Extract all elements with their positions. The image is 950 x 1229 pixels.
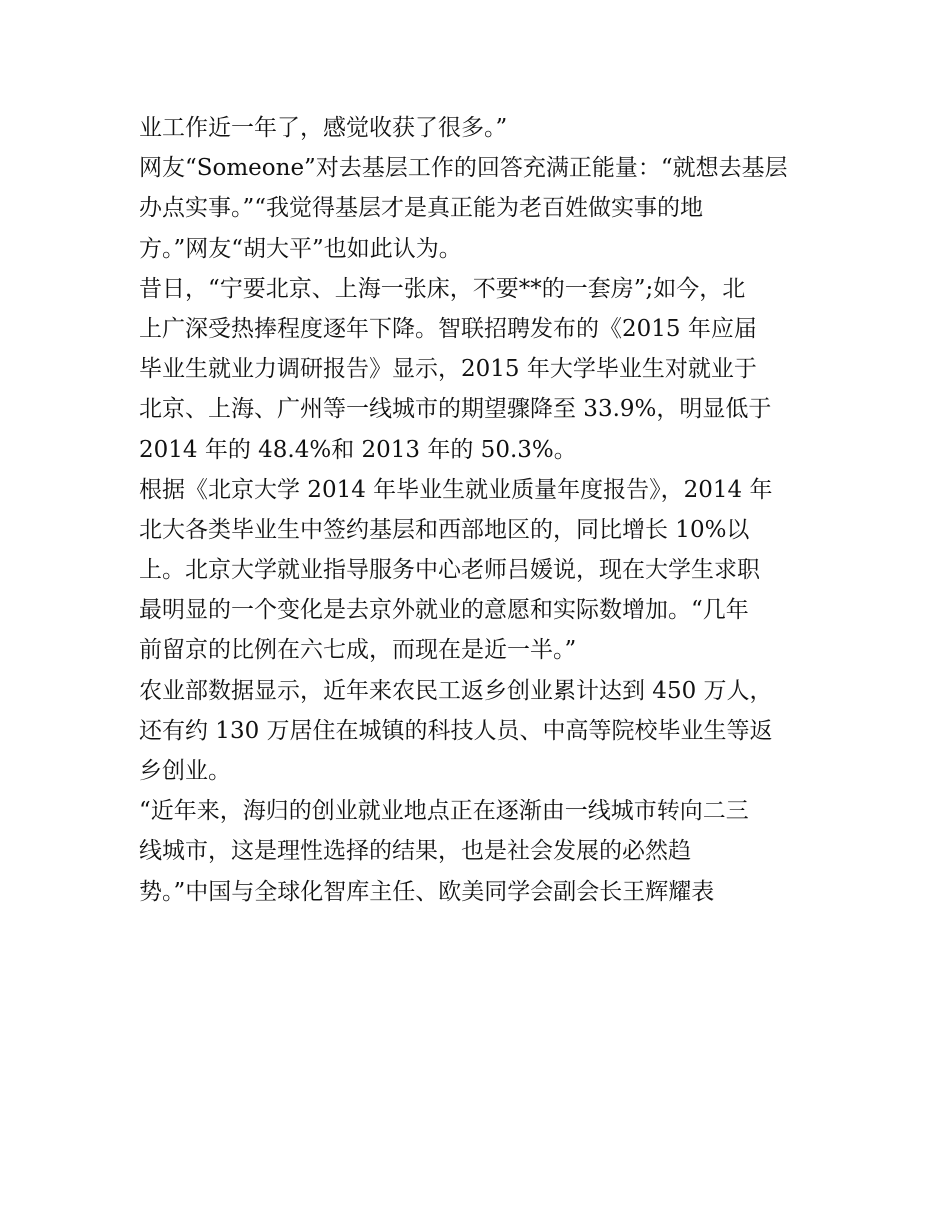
text-line: 北京、上海、广州等一线城市的期望骤降至 33.9%，明显低于 [139, 396, 772, 423]
text-line: 毕业生就业力调研报告》显示，2015 年大学毕业生对就业于 [139, 356, 757, 383]
text-line: 线城市，这是理性选择的结果，也是社会发展的必然趋 [139, 838, 691, 865]
text-line: 根据《北京大学 2014 年毕业生就业质量年度报告》，2014 年 [139, 476, 773, 503]
text-line: 2014 年的 48.4%和 2013 年的 50.3%。 [139, 436, 577, 463]
text-line: 昔日，“宁要北京、上海一张床，不要**的一套房”;如今，北 [139, 275, 746, 302]
text-line: 农业部数据显示，近年来农民工返乡创业累计达到 450 万人， [139, 677, 773, 704]
article-body [139, 108, 819, 912]
text-line: 北大各类毕业生中签约基层和西部地区的，同比增长 10%以 [139, 516, 750, 543]
text-line: 上广深受热捧程度逐年下降。智联招聘发布的《2015 年应届 [139, 315, 757, 342]
text-line: 最明显的一个变化是去京外就业的意愿和实际数增加。“几年 [139, 597, 749, 624]
text-line: 业工作近一年了，感觉收获了很多。” [139, 115, 508, 141]
text-line: 方。”网友“胡大平”也如此认为。 [139, 235, 462, 262]
text-line: 网友“Someone”对去基层工作的回答充满正能量：“就想去基层 [139, 155, 788, 182]
text-line: 乡创业。 [139, 758, 231, 784]
text-line: 势。”中国与全球化智库主任、欧美同学会副会长王辉耀表 [139, 878, 715, 905]
text-line: “近年来，海归的创业就业地点正在逐渐由一线城市转向二三 [139, 798, 749, 825]
text-line: 前留京的比例在六七成，而现在是近一半。” [139, 637, 577, 664]
text-line: 上。北京大学就业指导服务中心老师吕媛说，现在大学生求职 [139, 557, 760, 584]
text-line: 办点实事。”“我觉得基层才是真正能为老百姓做实事的地 [139, 195, 704, 222]
text-line: 还有约 130 万居住在城镇的科技人员、中高等院校毕业生等返 [139, 717, 773, 744]
